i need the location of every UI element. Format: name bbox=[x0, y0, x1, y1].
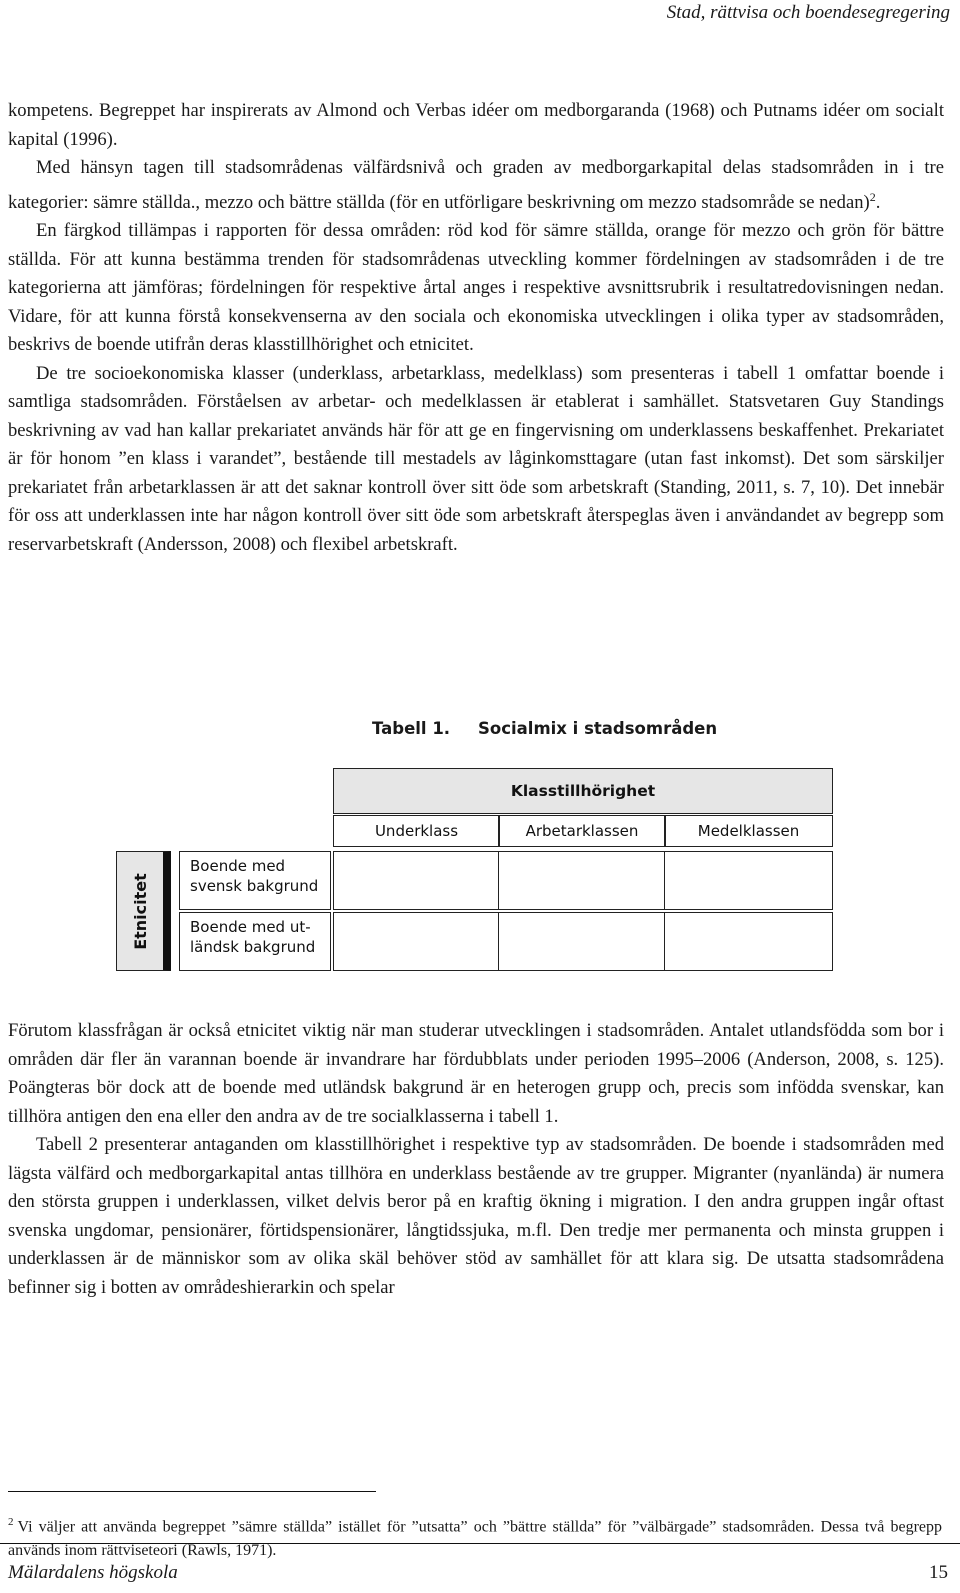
table-cell bbox=[664, 851, 833, 910]
row-group-label: Etnicitet bbox=[130, 872, 150, 950]
paragraph: kompetens. Begreppet har inspirerats av Almond och Verbas idéer om medborgaranda (1968) och Putnams idéer om socialt kapital (1996). bbox=[8, 100, 944, 150]
table-cell bbox=[498, 851, 666, 910]
table-row-group-header bbox=[116, 851, 171, 971]
footer-divider bbox=[0, 1543, 960, 1544]
table-cell bbox=[664, 912, 833, 971]
table-cell bbox=[333, 851, 500, 910]
footnote bbox=[8, 1510, 942, 1563]
table-cell bbox=[498, 912, 666, 971]
table-title: Socialmix i stadsområden bbox=[478, 719, 718, 738]
footnote-ref[interactable]: 2 bbox=[869, 189, 876, 204]
paragraph: De tre socioekonomiska klasser (underklass, arbetarklass, medelklass) som presenteras i tabell 1 omfattar boende i samtliga stadsområden. Förståelsen av arbetar- och medelklassen är etablerat i samhället. Statsvetaren Guy Standings beskrivning av vad han kallar prekariatet används här för att ge en fingervisning om underklassens beskaffenhet. Prekariatet är för honom ”en klass i varandet”, bestående till mestadels av låginkomsttagare (utan fast inkomst). Det som särskiljer prekariatet från arbetarklassen är att det saknar kontroll över sitt öde som arbetskraft (Standing, 2011, s. 7, 10). Det innebär för oss att underklassen inte har någon kontroll över sitt öde som arbetskraft återspeglas även i användandet av begrepp som reservarbetskraft (Andersson, 2008) och flexibel arbetskraft. bbox=[8, 362, 944, 555]
paragraph: Förutom klassfrågan är också etnicitet viktig när man studerar utvecklingen i stadsområden. Antalet utlandsfödda som bor i områden där fler än varannan boende är invandrare har fördubblats under perioden 1995–2006 (Anderson, 2008, s. 125). Poängteras bör dock att de boende med utländsk bakgrund är en heterogen grupp och, precis som infödda svenskar, kan tillhöra antigen den ena eller den andra av de tre socialklasserna i tabell 1. bbox=[8, 1020, 944, 1127]
page-number: 15 bbox=[929, 1562, 948, 1583]
column-header-underklass: Underklass bbox=[333, 815, 500, 847]
paragraph bbox=[8, 154, 944, 217]
footnote-marker: 2 bbox=[8, 1516, 14, 1528]
table-group-header: Klasstillhörighet bbox=[333, 768, 833, 814]
column-header-arbetarklassen: Arbetarklassen bbox=[498, 815, 666, 847]
body-text-top bbox=[8, 97, 944, 559]
footnote-text: Vi väljer att använda begreppet ”sämre ställda” istället för ”utsatta” och ”bättre ställda” för ”välbärgade” stadsområden. Dessa två begrepp används inom rättviseteori (Rawls, 1971). bbox=[8, 1518, 942, 1560]
paragraph-text: Med hänsyn tagen till stadsområdenas välfärdsnivå och graden av medborgarkapital delas stadsområden in i tre kategorier: sämre ställda., mezzo och bättre ställda (för en utförligare beskrivning om mezzo stadsområde se nedan) bbox=[8, 157, 944, 213]
table-cell bbox=[333, 912, 500, 971]
paragraph: Tabell 2 presenterar antaganden om klasstillhörighet i respektive typ av stadsområden. De boende i stadsområden med lägsta välfärd och medborgarkapital antas tillhöra en underklass bestående av tre grupper. Migranter (nyanlända) är numera den största gruppen i underklassen, vilket delvis beror på en kraftig ökning i migration. I den andra gruppen ingår oftast svenska ungdomar, pensionärer, förtidspensionärer, långtidssjuka, m.fl. Den tredje mer permanenta och minsta gruppen i underklassen är de människor som av olika skäl behöver stöd av samhället för att klara sig. De utsatta stadsområdena befinner sig i botten av områdeshierarkin och spelar bbox=[8, 1134, 944, 1298]
row-label-utlandsk: Boende med ut-ländsk bakgrund bbox=[179, 912, 331, 971]
body-text-bottom bbox=[8, 1017, 944, 1302]
paragraph: En färgkod tillämpas i rapporten för dessa områden: röd kod för sämre ställda, orange för mezzo och grön för bättre ställda. För att kunna bestämma trenden för stadsområdenas utveckling kommer fördelningen av stadsområden i de tre kategorierna att jämföras; fördelningen för respektive årtal anges i respektive avsnittsrubrik i resultatredovisningen nedan. Vidare, för att kunna förstå konsekvenserna av den sociala och ekonomiska utvecklingen i olika typer av stadsområden, beskrivs de boende utifrån deras klasstillhörighet och etnicitet. bbox=[8, 220, 944, 356]
table-caption bbox=[372, 719, 717, 738]
column-header-medelklassen: Medelklassen bbox=[664, 815, 833, 847]
punctuation: . bbox=[875, 191, 881, 213]
table-number: Tabell 1. bbox=[372, 719, 451, 738]
running-title: Stad, rättvisa och boendesegregering bbox=[666, 2, 950, 23]
footnote-divider bbox=[8, 1491, 376, 1492]
row-label-svensk: Boende med svensk bakgrund bbox=[179, 851, 331, 910]
footer-publisher: Mälardalens högskola bbox=[8, 1562, 178, 1583]
